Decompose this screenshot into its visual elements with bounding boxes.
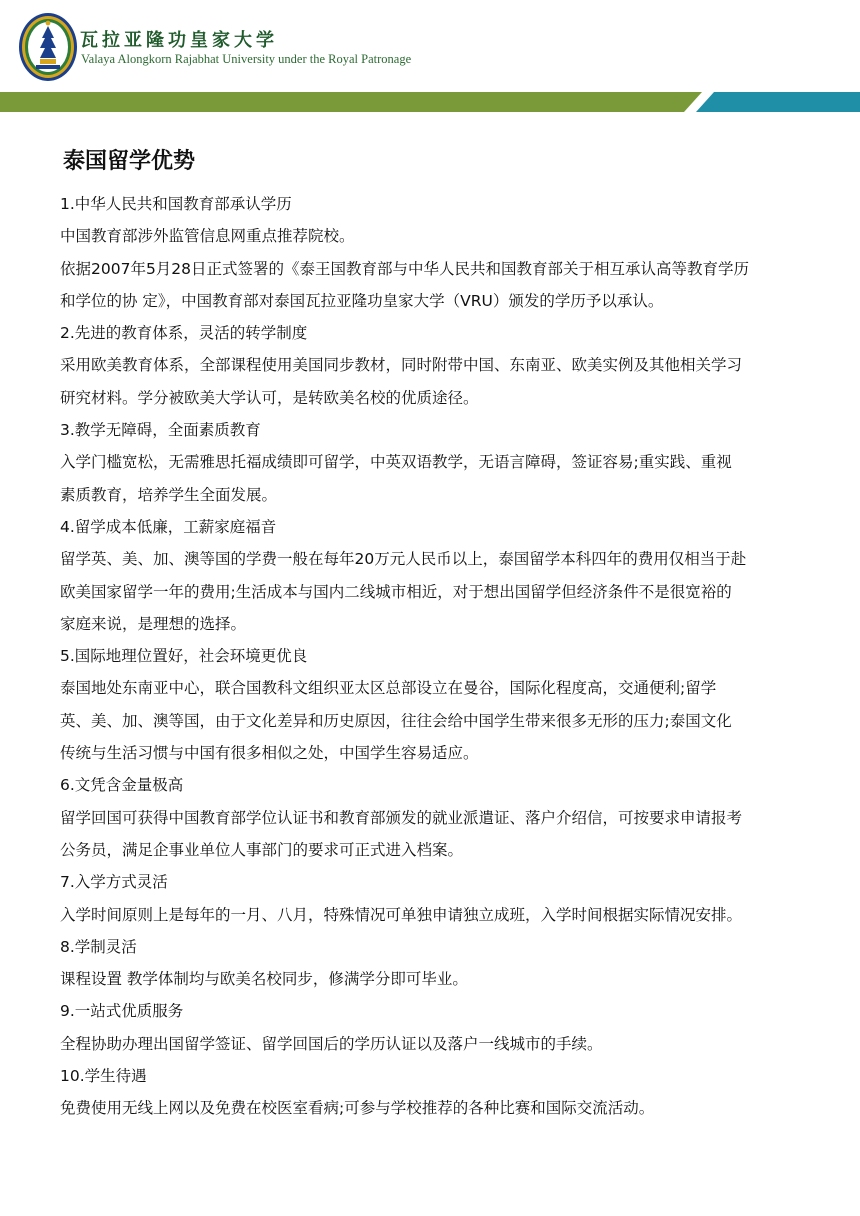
page-header	[0, 0, 860, 92]
article-body	[60, 188, 830, 1125]
body-line: 泰国地处东南亚中心，联合国教科文组织亚太区总部设立在曼谷，国际化程度高，交通便利;留学	[60, 679, 717, 698]
body-line: 中国教育部涉外监管信息网重点推荐院校。	[60, 227, 355, 246]
body-line: 英、美、加、澳等国，由于文化差异和历史原因，往往会给中国学生带来很多无形的压力;泰国文化	[60, 711, 732, 730]
body-line: 和学位的协 定》，中国教育部对泰国瓦拉亚隆功皇家大学（VRU）颁发的学历予以承认。	[60, 291, 664, 310]
body-line: 采用欧美教育体系，全部课程使用美国同步教材，同时附带中国、东南亚、欧美实例及其他相关学习	[60, 356, 743, 375]
body-line: 留学英、美、加、澳等国的学费一般在每年20万元人民币以上，泰国留学本科四年的费用仅相当于赴	[60, 550, 747, 569]
body-line: 入学门槛宽松，无需雅思托福成绩即可留学，中英双语教学，无语言障碍，签证容易;重实践、重视	[60, 453, 732, 472]
body-line: 传统与生活习惯与中国有很多相似之处，中国学生容易适应。	[60, 744, 479, 763]
university-name-en: Valaya Alongkorn Rajabhat University under the Royal Patronage	[81, 52, 412, 66]
section-heading: 7.入学方式灵活	[60, 873, 168, 892]
section-heading: 2.先进的教育体系，灵活的转学制度	[60, 324, 308, 343]
body-line: 免费使用无线上网以及免费在校医室看病;可参与学校推荐的各种比赛和国际交流活动。	[60, 1099, 655, 1118]
university-seal-icon	[18, 12, 78, 82]
section-heading: 10.学生待遇	[60, 1067, 147, 1086]
body-line: 研究材料。学分被欧美大学认可，是转欧美名校的优质途径。	[60, 388, 479, 407]
section-heading: 8.学制灵活	[60, 937, 137, 956]
body-line: 欧美国家留学一年的费用;生活成本与国内二线城市相近，对于想出国留学但经济条件不是很宽裕的	[60, 582, 732, 601]
teal-band	[696, 92, 860, 112]
body-line: 留学回国可获得中国教育部学位认证书和教育部颁发的就业派遣证、落户介绍信，可按要求申请报考	[60, 808, 743, 827]
body-line: 素质教育，培养学生全面发展。	[60, 485, 278, 504]
body-line: 课程设置 教学体制均与欧美名校同步，修满学分即可毕业。	[60, 970, 468, 989]
header-color-band	[0, 92, 860, 112]
section-heading: 6.文凭含金量极高	[60, 776, 184, 795]
section-heading: 3.教学无障碍，全面素质教育	[60, 421, 261, 440]
body-line: 全程协助办理出国留学签证、留学回国后的学历认证以及落户一线城市的手续。	[60, 1034, 603, 1053]
university-name-cn: 瓦拉亚隆功皇家大学	[80, 30, 278, 51]
body-line: 公务员，满足企事业单位人事部门的要求可正式进入档案。	[60, 840, 464, 859]
body-line: 入学时间原则上是每年的一月、八月，特殊情况可单独申请独立成班，入学时间根据实际情况安排。	[60, 905, 743, 924]
section-heading: 9.一站式优质服务	[60, 1002, 184, 1021]
section-heading: 4.留学成本低廉，工薪家庭福音	[60, 517, 277, 536]
green-band	[0, 92, 702, 112]
body-line: 家庭来说，是理想的选择。	[60, 614, 247, 633]
section-heading: 1.中华人民共和国教育部承认学历	[60, 195, 292, 213]
section-heading: 5.国际地理位置好，社会环境更优良	[60, 647, 308, 666]
body-line: 依据2007年5月28日正式签署的《泰王国教育部与中华人民共和国教育部关于相互承认高等教育学历	[60, 259, 750, 278]
page-title: 泰国留学优势	[63, 149, 196, 174]
